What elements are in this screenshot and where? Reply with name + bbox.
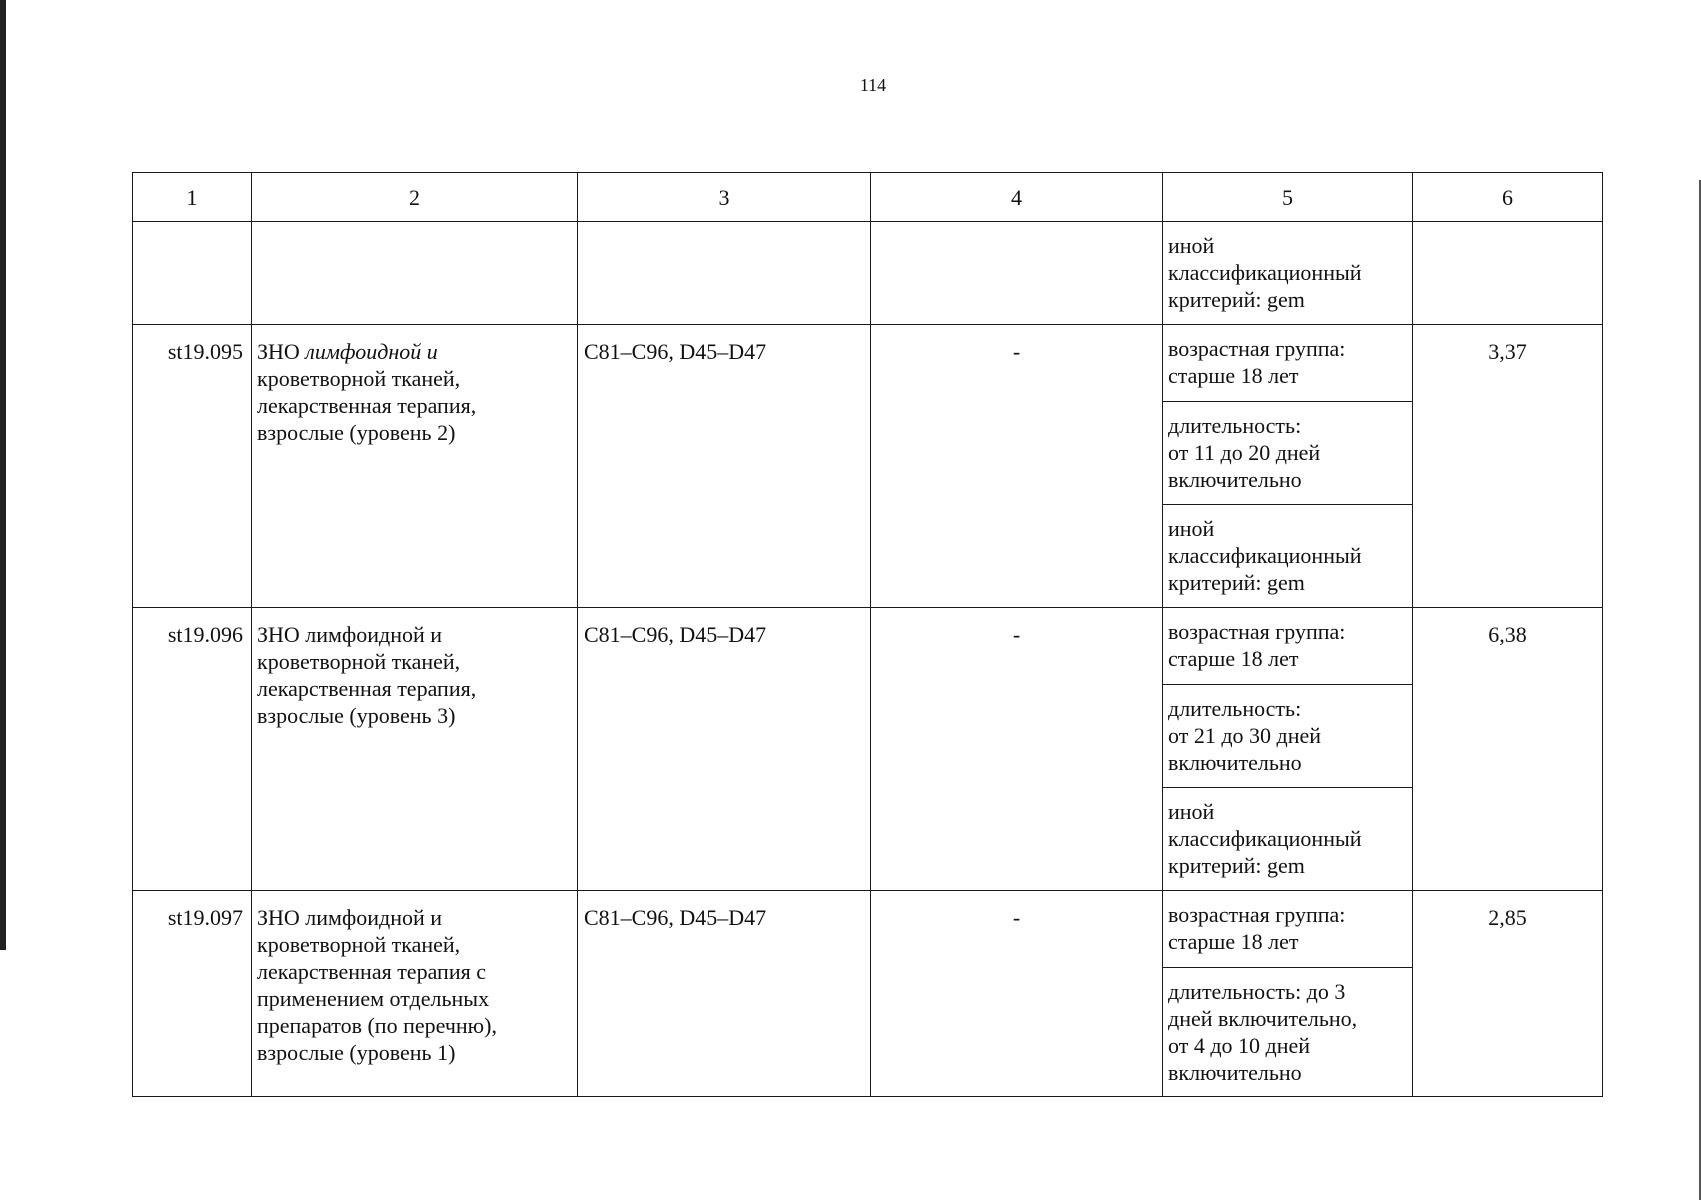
criterion: длительность: от 21 до 30 дней включительно <box>1163 684 1412 787</box>
row-code: st19.096 <box>133 608 252 891</box>
criteria-cell <box>1163 608 1413 891</box>
page-number: 114 <box>859 75 887 95</box>
header-cell-5: 5 <box>1163 173 1413 222</box>
empty-cell <box>252 222 578 325</box>
criteria-cell <box>1163 222 1413 325</box>
criteria-cell <box>1163 891 1413 1097</box>
empty-cell <box>871 222 1163 325</box>
row-code: st19.095 <box>133 325 252 608</box>
row-name <box>252 608 578 891</box>
header-cell-2: 2 <box>252 173 578 222</box>
header-cell-3: 3 <box>578 173 871 222</box>
header-cell-6: 6 <box>1413 173 1603 222</box>
row-name-lead: ЗНО лимфоидной и <box>257 622 443 647</box>
row-col4: - <box>871 325 1163 608</box>
row-name <box>252 325 578 608</box>
row-name-rest: кроветворной тканей, лекарственная терапия, взрослые (уровень 2) <box>257 366 477 445</box>
header-cell-4: 4 <box>871 173 1163 222</box>
table-row <box>133 608 1603 891</box>
row-code: st19.097 <box>133 891 252 1097</box>
row-diagnosis: C81–C96, D45–D47 <box>578 325 871 608</box>
row-col4: - <box>871 891 1163 1097</box>
criteria-cell <box>1163 325 1413 608</box>
row-name-lead: ЗНО лимфоидной и <box>257 905 443 930</box>
row-name-italic: лимфоидной и <box>305 339 438 364</box>
criterion: возрастная группа: старше 18 лет <box>1168 336 1346 388</box>
criterion: возрастная группа: старше 18 лет <box>1168 902 1346 954</box>
row-name-lead: ЗНО <box>257 339 306 364</box>
header-row <box>133 173 1603 222</box>
row-col4: - <box>871 608 1163 891</box>
criterion: возрастная группа: старше 18 лет <box>1168 619 1346 671</box>
row-name-rest: кроветворной тканей, лекарственная терапия с применением отдельных препаратов (по перечню), взрослые (уровень 1) <box>257 932 497 1065</box>
table-row <box>133 325 1603 608</box>
page-edge-left <box>0 0 6 950</box>
row-coefficient: 3,37 <box>1413 325 1603 608</box>
empty-cell <box>578 222 871 325</box>
row-name-rest: кроветворной тканей, лекарственная терапия, взрослые (уровень 3) <box>257 649 477 728</box>
criterion: иной классификационный критерий: gem <box>1163 504 1412 607</box>
tariff-table <box>132 172 1603 1097</box>
empty-cell <box>1413 222 1603 325</box>
criterion: иной классификационный критерий: gem <box>1168 233 1362 312</box>
row-coefficient: 2,85 <box>1413 891 1603 1097</box>
header-cell-1: 1 <box>133 173 252 222</box>
row-diagnosis: C81–C96, D45–D47 <box>578 891 871 1097</box>
empty-cell <box>133 222 252 325</box>
table-row <box>133 891 1603 1097</box>
row-name <box>252 891 578 1097</box>
criterion: длительность: от 11 до 20 дней включительно <box>1163 401 1412 504</box>
row-diagnosis: C81–C96, D45–D47 <box>578 608 871 891</box>
row-coefficient: 6,38 <box>1413 608 1603 891</box>
continuation-row <box>133 222 1603 325</box>
criterion: длительность: до 3 дней включительно, от 4 до 10 дней включительно <box>1163 967 1412 1096</box>
criterion: иной классификационный критерий: gem <box>1163 787 1412 890</box>
